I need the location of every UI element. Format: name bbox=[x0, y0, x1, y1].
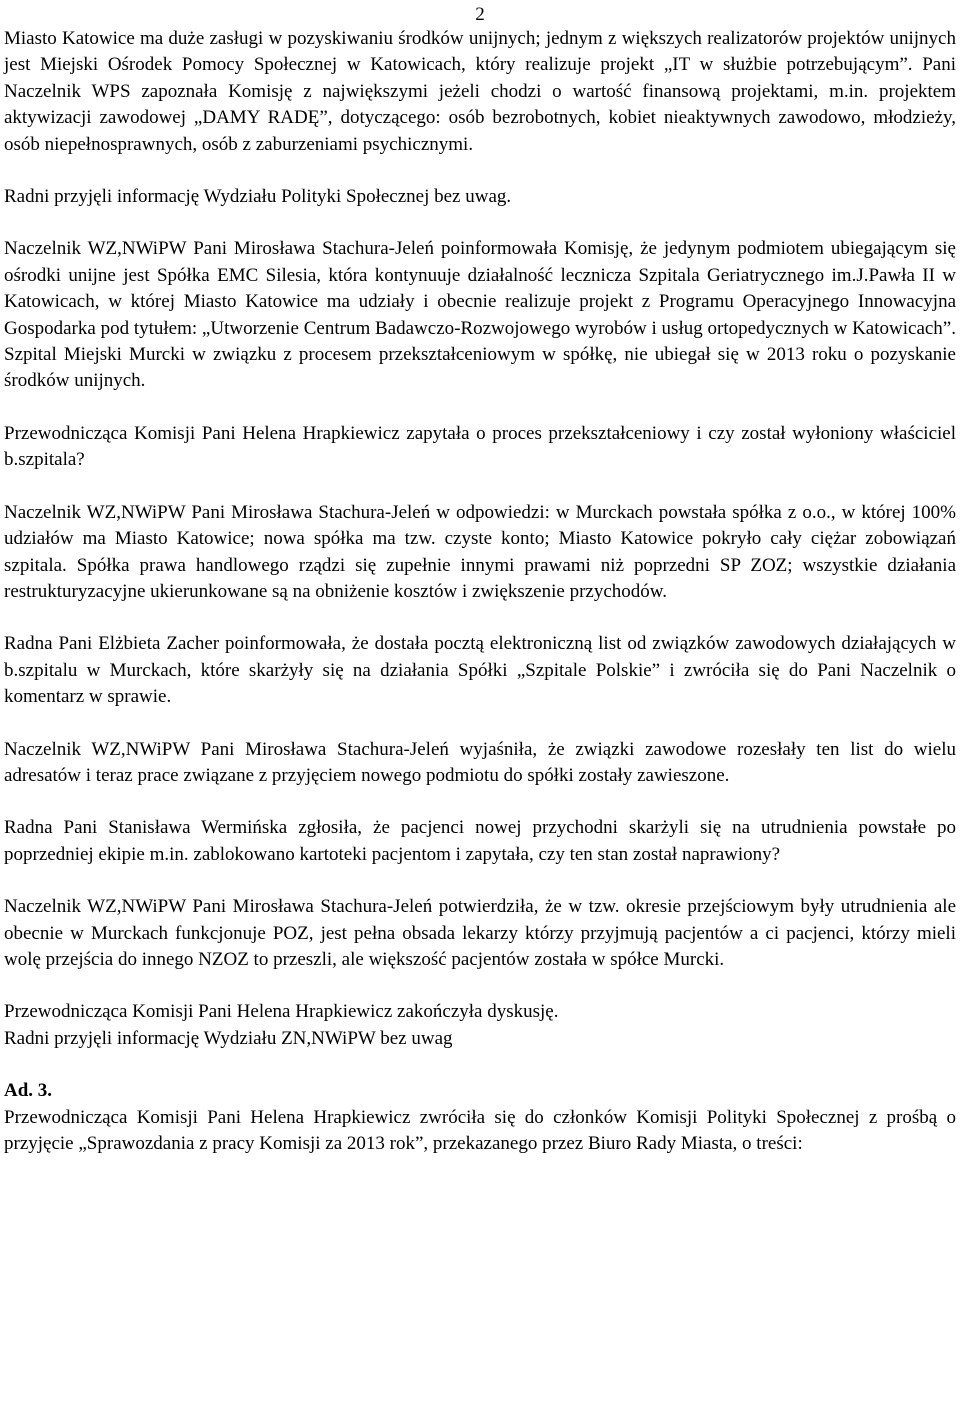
paragraph-poz-confirmation: Naczelnik WZ,NWiPW Pani Mirosława Stachura-Jeleń potwierdziła, że w tzw. okresie przejściowym były utrudnienia ale obecnie w Murckach funkcjonuje POZ, jest pełna obsada lekarzy którzy przyjmują pacjentów a ci pacjenci, którzy mieli wolę przejścia do innego NZOZ to przeszli, ale większość pacjentów została w spółce Murcki. bbox=[4, 896, 956, 970]
paragraph-murcki-answer: Naczelnik WZ,NWiPW Pani Mirosława Stachura-Jeleń w odpowiedzi: w Murckach powstała spółka z o.o., w której 100% udziałów ma Miasto Katowice; nowa spółka ma tzw. czyste konto; Miasto Katowice pokryło cały ciężar zobowiązań szpitala. Spółka prawa handlowego rządzi się zupełnie innymi prawami niż poprzedni SP ZOZ; wszystkie działania restrukturyzacyjne ukierunkowane są na obniżenie kosztów i zwiększenie przychodów. bbox=[4, 501, 956, 602]
paragraph-chair-question: Przewodnicząca Komisji Pani Helena Hrapkiewicz zapytała o proces przekształceniowy i czy został wyłoniony właściciel b.szpitala? bbox=[4, 422, 956, 471]
page-number: 2 bbox=[475, 4, 485, 25]
section-heading-ad3: Ad. 3. bbox=[4, 1080, 53, 1102]
paragraph-wps-accepted: Radni przyjęli informację Wydziału Polityki Społecznej bez uwag. bbox=[4, 186, 512, 208]
paragraph-wznwipw-accepted: Radni przyjęli informację Wydziału ZN,NWiPW bez uwag bbox=[4, 1027, 453, 1049]
paragraph-discussion-closed: Przewodnicząca Komisji Pani Helena Hrapkiewicz zakończyła dyskusję. bbox=[4, 1001, 559, 1023]
document-body bbox=[4, 26, 956, 1157]
paragraph-report-request: Przewodnicząca Komisji Pani Helena Hrapkiewicz zwróciła się do członków Komisji Polityki Społecznej z prośbą o przyjęcie „Sprawozdania z pracy Komisji za 2013 rok”, przekazanego przez Biuro Rady Miasta, o treści: bbox=[4, 1106, 956, 1154]
paragraph-emc-silesia: Naczelnik WZ,NWiPW Pani Mirosława Stachura-Jeleń poinformowała Komisję, że jedynym podmiotem ubiegającym się ośrodki unijne jest Spółka EMC Silesia, która kontynuuje działalność lecznicza Szpitala Geriatrycznego im.J.Pawła II w Katowicach, w której Miasto Katowice ma udziały i obecnie realizuje projekt z Programu Operacyjnego Innowacyjna Gospodarka pod tytułem: „Utworzenie Centrum Badawczo-Rozwojowego wyrobów i usług ortopedycznych w Katowicach”. Szpital Miejski Murcki w związku z procesem przekształceniowym w spółkę, nie ubiegał się w 2013 roku o pozyskanie środków unijnych. bbox=[4, 238, 956, 392]
paragraph-werminska-patients: Radna Pani Stanisława Wermińska zgłosiła, że pacjenci nowej przychodni skarżyli się na utrudnienia powstałe po poprzedniej ekipie m.in. zablokowano kartoteki pacjentom i zapytała, czy ten stan został naprawiony? bbox=[4, 817, 956, 865]
paragraph-zacher-letter: Radna Pani Elżbieta Zacher poinformowała, że dostała pocztą elektroniczną list od związków zawodowych działających w b.szpitalu w Murckach, które skarżyły się na działania Spółki „Szpitale Polskie” i zwróciła się do Pani Naczelnik o komentarz w sprawie. bbox=[4, 633, 956, 708]
paragraph-unions-explanation: Naczelnik WZ,NWiPW Pani Mirosława Stachura-Jeleń wyjaśniła, że związki zawodowe rozesłały ten list do wielu adresatów i teraz prace związane z przyjęciem nowego podmiotu do spółki zostały zawieszone. bbox=[4, 738, 956, 786]
paragraph-mops-projects: Miasto Katowice ma duże zasługi w pozyskiwaniu środków unijnych; jednym z większych realizatorów projektów unijnych jest Miejski Ośrodek Pomocy Społecznej w Katowicach, który realizuje projekt „IT w służbie potrzebującym”. Pani Naczelnik WPS zapoznała Komisję z największymi jeżeli chodzi o wartość finansową projektami, m.in. projektem aktywizacji zawodowej „DAMY RADĘ”, dotyczącego: osób bezrobotnych, kobiet nieaktywnych zawodowo, młodzieży, osób niepełnosprawnych, osób z zaburzeniami psychicznymi. bbox=[4, 28, 956, 155]
